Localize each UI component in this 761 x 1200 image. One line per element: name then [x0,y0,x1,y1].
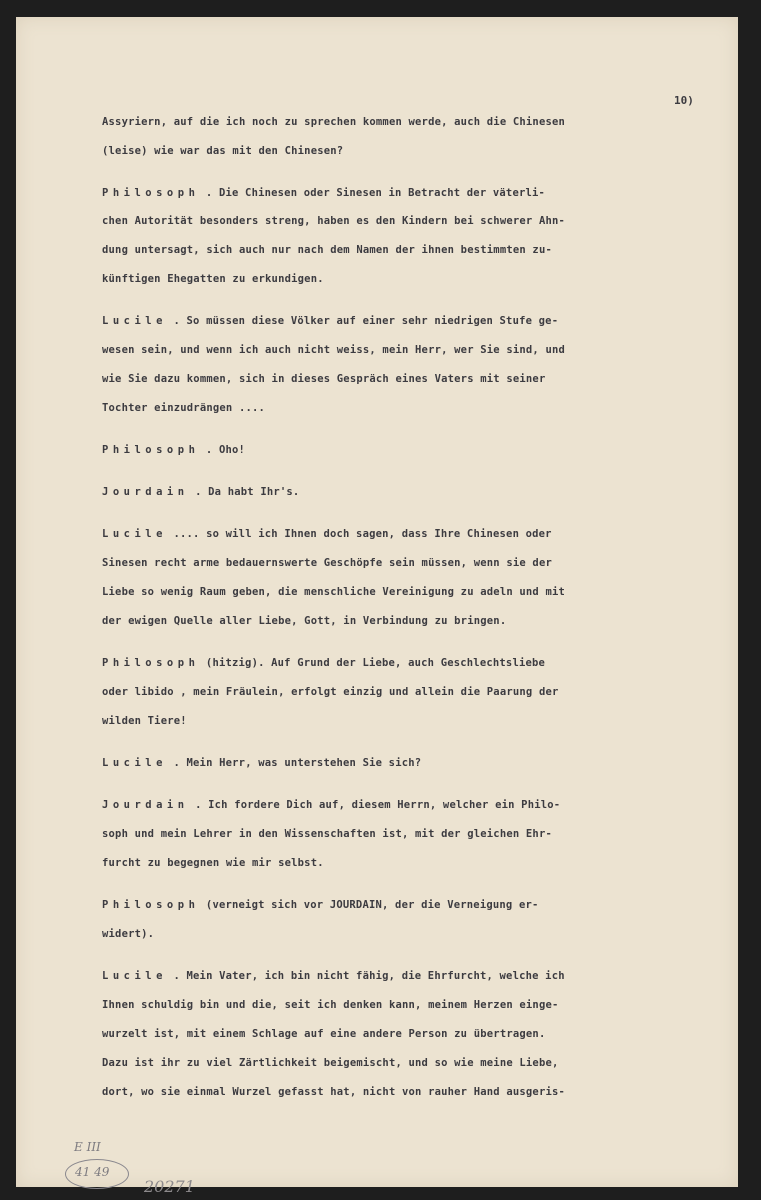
archive-number-mark: 41 49 [75,1165,110,1179]
archive-collection-mark: E III [74,1140,101,1154]
text-line [102,584,565,600]
speaker-name: Lucile [102,757,167,769]
speaker-name: Lucile [102,970,167,982]
text-line [102,613,506,629]
text-line [102,213,565,229]
line-text: . Ich fordere Dich auf, diesem Herrn, welcher ein Philo- [188,799,561,811]
line-text: Tochter einzudrängen .... [102,402,266,414]
line-text: Assyriern, auf die ich noch zu sprechen kommen werde, auch die Chinesen [102,116,566,128]
line-text: wesen sein, und wenn ich auch nicht weiss, mein Herr, wer Sie sind, und [102,344,566,356]
line-text: . So müssen diese Völker auf einer sehr niedrigen Stufe ge- [166,315,559,327]
speech-line [102,442,245,458]
text-line [102,1026,545,1042]
text-line [102,826,552,842]
text-line [102,713,187,729]
line-text: wilden Tiere! [102,715,187,727]
speech-line [102,897,539,913]
line-text: soph und mein Lehrer in den Wissenschaften ist, mit der gleichen Ehr- [102,828,552,840]
line-text: (verneigt sich vor JOURDAIN, der die Verneigung er- [199,899,539,911]
line-text: (leise) wie war das mit den Chinesen? [102,145,344,157]
line-text: Liebe so wenig Raum geben, die menschliche Vereinigung zu adeln und mit [102,586,566,598]
speech-line [102,185,545,201]
speaker-name: Lucile [102,315,167,327]
line-text: furcht zu begegnen wie mir selbst. [102,857,324,869]
speech-line [102,968,565,984]
line-text: chen Autorität besonders streng, haben es den Kindern bei schwerer Ahn- [102,215,566,227]
speech-line [102,755,421,771]
text-line [102,1084,565,1100]
line-text: (hitzig). Auf Grund der Liebe, auch Geschlechtsliebe [199,657,546,669]
text-line [102,371,545,387]
speech-line [102,797,560,813]
speaker-name: Philosoph [102,187,200,199]
text-line [102,242,552,258]
speech-line [102,484,299,500]
speech-line [102,655,545,671]
line-text: . Die Chinesen oder Sinesen in Betracht der väterli- [199,187,546,199]
text-line [102,114,565,130]
text-line [102,400,265,416]
line-text: widert). [102,928,155,940]
text-line [102,271,324,287]
speech-line [102,526,552,542]
line-text: der ewigen Quelle aller Liebe, Gott, in Verbindung zu bringen. [102,615,507,627]
speaker-name: Jourdain [102,799,189,811]
text-line [102,143,343,159]
line-text: Dazu ist ihr zu viel Zärtlichkeit beigemischt, und so wie meine Liebe, [102,1057,559,1069]
line-text: wurzelt ist, mit einem Schlage auf eine andere Person zu übertragen. [102,1028,546,1040]
line-text: .... so will ich Ihnen doch sagen, dass Ihre Chinesen oder [166,528,552,540]
text-line [102,555,552,571]
line-text: dort, wo sie einmal Wurzel gefasst hat, nicht von rauher Hand ausgeris- [102,1086,566,1098]
archive-id-mark: 20271 [144,1177,195,1196]
line-text: . Mein Vater, ich bin nicht fähig, die Ehrfurcht, welche ich [166,970,565,982]
speech-line [102,313,558,329]
line-text: künftigen Ehegatten zu erkundigen. [102,273,324,285]
line-text: wie Sie dazu kommen, sich in dieses Gespräch eines Vaters mit seiner [102,373,546,385]
typescript-page [16,17,738,1196]
line-text: dung untersagt, sich auch nur nach dem Namen der ihnen bestimmten zu- [102,244,552,256]
line-text: . Oho! [199,444,246,456]
text-line [102,1055,559,1071]
speaker-name: Philosoph [102,657,200,669]
speaker-name: Lucile [102,528,167,540]
text-line [102,855,324,871]
line-text: . Mein Herr, was unterstehen Sie sich? [166,757,422,769]
line-text: Ihnen schuldig bin und die, seit ich denken kann, meinem Herzen einge- [102,999,559,1011]
line-text: Sinesen recht arme bedauernswerte Geschöpfe sein müssen, wenn sie der [102,557,552,569]
text-line [102,342,565,358]
line-text: . Da habt Ihr's. [188,486,300,498]
text-line [102,926,154,942]
text-line [102,997,559,1013]
speaker-name: Philosoph [102,899,200,911]
speaker-name: Jourdain [102,486,189,498]
line-text: oder libido , mein Fräulein, erfolgt einzig und allein die Paarung der [102,686,559,698]
speaker-name: Philosoph [102,444,200,456]
text-line [102,684,559,700]
page-number: 10) [674,94,694,107]
